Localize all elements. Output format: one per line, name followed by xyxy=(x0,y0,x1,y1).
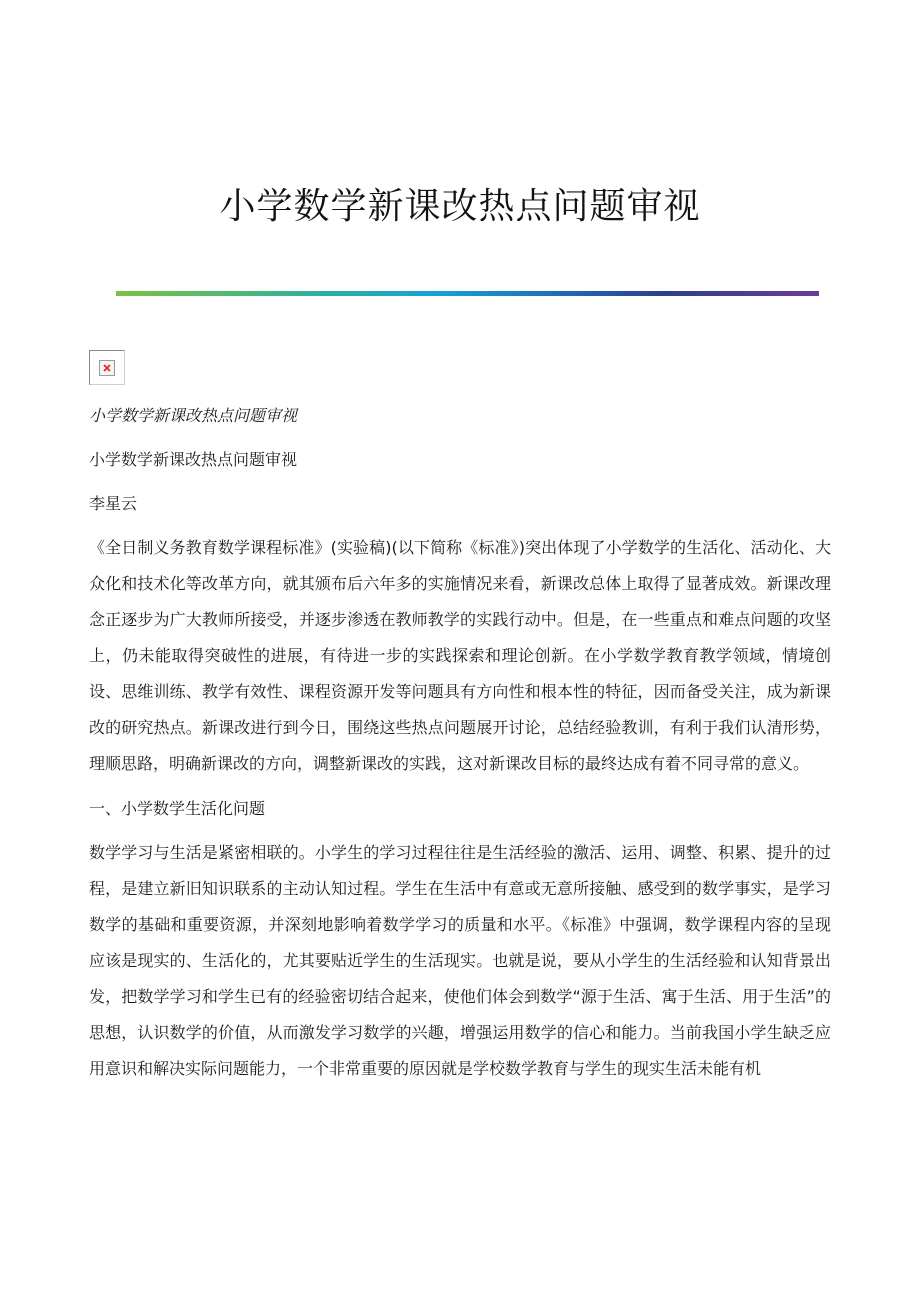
broken-image-icon xyxy=(89,350,125,385)
title-divider xyxy=(116,291,819,296)
document-body xyxy=(89,398,831,1096)
paragraph-intro: 《全日制义务教育数学课程标准》(实验稿)(以下简称《标准》)突出体现了小学数学的生活化、活动化、大众化和技术化等改革方向，就其颁布后六年多的实施情况来看，新课改总体上取得了显著成效。新课改理念正逐步为广大教师所接受，并逐步渗透在教师教学的实践行动中。但是，在一些重点和难点问题的攻坚上，仍未能取得突破性的进展，有待进一步的实践探索和理论创新。在小学数学教育教学领域，情境创设、思维训练、教学有效性、课程资源开发等问题具有方向性和根本性的特征，因而备受关注，成为新课改的研究热点。新课改进行到今日，围绕这些热点问题展开讨论，总结经验教训，有利于我们认清形势，理顺思路，明确新课改的方向，调整新课改的实践，这对新课改目标的最终达成有着不同寻常的意义。 xyxy=(89,538,831,773)
subtitle-italic: 小学数学新课改热点问题审视 xyxy=(89,406,298,425)
page-title: 小学数学新课改热点问题审视 xyxy=(219,186,701,227)
section-heading: 一、小学数学生活化问题 xyxy=(89,799,266,818)
subtitle-plain: 小学数学新课改热点问题审视 xyxy=(89,450,298,469)
paragraph-section-1: 数学学习与生活是紧密相联的。小学生的学习过程往往是生活经验的激活、运用、调整、积累、提升的过程，是建立新旧知识联系的主动认知过程。学生在生活中有意或无意所接触、感受到的数学事实，是学习数学的基础和重要资源，并深刻地影响着数学学习的质量和水平。《标准》中强调，数学课程内容的呈现应该是现实的、生活化的，尤其要贴近学生的生活现实。也就是说，要从小学生的生活经验和认知背景出发，把数学学习和学生已有的经验密切结合起来，使他们体会到数学“源于生活、寓于生活、用于生活”的思想，认识数学的价值，从而激发学习数学的兴趣，增强运用数学的信心和能力。当前我国小学生缺乏应用意识和解决实际问题能力，一个非常重要的原因就是学校数学教育与学生的现实生活未能有机 xyxy=(89,843,831,1078)
author: 李星云 xyxy=(89,494,138,513)
